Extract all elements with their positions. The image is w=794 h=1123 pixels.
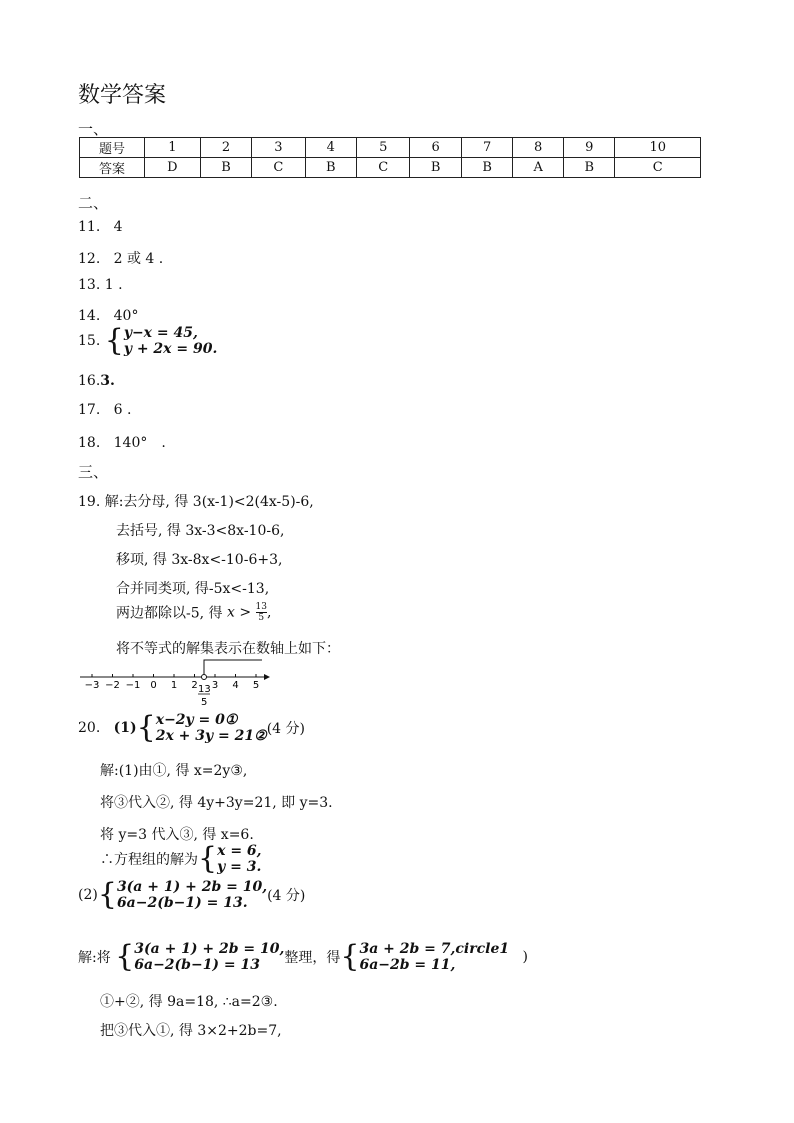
open-point-icon <box>202 675 207 680</box>
fill-item <box>78 308 138 324</box>
table-cell: B <box>563 158 614 178</box>
equation: 6a−2(b−1) = 13 <box>134 957 261 973</box>
table-cell: 7 <box>461 138 512 158</box>
question-number: 13. <box>78 277 101 293</box>
section-three-label: 三、 <box>78 463 109 481</box>
answer-text: 140° . <box>113 435 166 451</box>
axis-tick-label: −3 <box>84 680 100 691</box>
score-label: (4 分) <box>267 888 306 904</box>
q20-text: ∴方程组的解为 <box>100 852 198 868</box>
fill-item <box>78 373 115 389</box>
question-number: 14. <box>78 308 101 324</box>
brace-icon: { <box>198 841 218 876</box>
fraction <box>256 602 267 623</box>
fill-item <box>78 402 131 418</box>
equation-system <box>124 325 218 357</box>
axis-tick-label: 0 <box>150 680 157 691</box>
answer-text: 1 . <box>104 277 123 293</box>
page-title: 数学答案 <box>78 83 167 108</box>
q20-text: 整理，得 <box>284 950 341 966</box>
number-line <box>76 655 276 710</box>
q19-line: 去括号, 得 3x-3<8x-10-6, <box>116 523 285 539</box>
axis-arrow-icon <box>264 674 270 680</box>
question-number: 15. <box>78 333 101 349</box>
fraction-numerator: 13 <box>255 602 267 612</box>
q19-line: 移项, 得 3x-8x<-10-6+3, <box>116 552 283 568</box>
answer-text: 4 <box>113 219 123 235</box>
point-label-denominator: 5 <box>201 697 208 708</box>
equation: y = 3. <box>217 859 262 875</box>
q19-line <box>116 602 271 623</box>
axis-tick-label: 2 <box>191 680 198 691</box>
table-cell: 8 <box>513 138 564 158</box>
equation-system <box>217 843 261 875</box>
q19-text: , <box>266 604 272 621</box>
axis-tick-label: 3 <box>211 680 219 691</box>
table-cell: B <box>200 158 251 178</box>
equation: y−x = 45, <box>123 325 198 341</box>
answer-text: 6 . <box>113 402 132 418</box>
equation-system <box>156 712 267 744</box>
equation-system <box>117 879 267 911</box>
equation: y + 2x = 90. <box>123 341 218 357</box>
table-cell: 题号 <box>80 138 145 158</box>
equation: x = 6, <box>217 843 262 859</box>
q15 <box>78 325 217 357</box>
equation-system <box>134 941 284 973</box>
table-cell: 6 <box>410 138 461 158</box>
point-label-numerator: 13 <box>198 684 211 695</box>
table-cell: B <box>410 158 461 178</box>
answer-table <box>79 137 701 178</box>
q20-step: 将 y=3 代入③, 得 x=6. <box>100 827 254 843</box>
axis-tick-label: −1 <box>125 680 141 691</box>
table-cell: D <box>145 158 201 178</box>
q20-part1 <box>78 712 305 744</box>
table-cell: 9 <box>563 138 614 158</box>
fill-item <box>78 219 123 235</box>
q20-transform <box>78 941 528 973</box>
equation-system <box>359 941 509 973</box>
q20-step: 解:(1)由①, 得 x=2y③, <box>100 763 248 779</box>
score-label: (4 分) <box>266 721 305 737</box>
axis-tick-label: 5 <box>252 680 260 691</box>
section-two-label: 二、 <box>78 194 109 212</box>
q19-line: 将不等式的解集表示在数轴上如下： <box>116 641 340 657</box>
table-cell: C <box>615 158 701 178</box>
table-cell: 3 <box>252 138 305 158</box>
equation: x−2y = 0① <box>155 712 238 728</box>
q20-step: 把③代入①, 得 3×2+2b=7, <box>100 1023 282 1039</box>
q20-part2 <box>78 879 305 911</box>
table-cell: C <box>357 158 410 178</box>
brace-icon: { <box>97 877 117 912</box>
inequality: x > <box>227 604 252 621</box>
answer-text: 2 或 4 . <box>113 251 164 267</box>
part-label: (2) <box>78 887 98 903</box>
table-cell: 2 <box>200 138 251 158</box>
brace-icon: { <box>136 710 156 745</box>
q20-text: ) <box>522 949 528 965</box>
table-header-row <box>80 138 701 158</box>
table-cell: 5 <box>357 138 410 158</box>
equation: 3a + 2b = 7,circle1 <box>359 941 510 957</box>
brace-icon: { <box>115 939 135 974</box>
table-cell: C <box>252 158 305 178</box>
solution-bracket <box>204 660 262 677</box>
q20-step: ①+②, 得 9a=18, ∴a=2③. <box>100 994 278 1010</box>
equation: 2x + 3y = 21② <box>155 728 267 744</box>
q20-step <box>100 843 262 875</box>
equation: 6a−2(b−1) = 13. <box>116 895 248 911</box>
fill-item <box>78 277 123 293</box>
question-number: 18. <box>78 435 101 451</box>
table-cell: B <box>461 158 512 178</box>
equation: 3(a + 1) + 2b = 10, <box>134 941 285 957</box>
table-cell: A <box>513 158 564 178</box>
q19-line: 合并同类项, 得-5x<-13, <box>116 581 270 597</box>
table-cell: 1 <box>145 138 201 158</box>
fraction-denominator: 5 <box>258 613 265 623</box>
q19-line: 19. 解:去分母, 得 3(x-1)<2(4x-5)-6, <box>78 494 314 510</box>
question-number: 12. <box>78 251 101 267</box>
question-number: 20. <box>78 720 101 736</box>
axis-tick-label: 4 <box>232 680 239 691</box>
question-number: 17. <box>78 402 101 418</box>
section-one-label: 一、 <box>78 120 109 138</box>
axis-tick-label: 1 <box>170 680 178 691</box>
equation: 3(a + 1) + 2b = 10, <box>116 879 268 895</box>
fill-item <box>78 248 163 268</box>
question-number: 11. <box>78 219 101 235</box>
q19-text: 两边都除以-5, 得 <box>116 605 223 622</box>
table-answer-row <box>80 158 701 178</box>
answer-text: 3. <box>100 373 115 389</box>
q20-step: 将③代入②, 得 4y+3y=21, 即 y=3. <box>100 795 333 811</box>
q20-text: 解:将 <box>78 950 111 966</box>
equation: 6a−2b = 11, <box>359 957 456 973</box>
table-cell: B <box>305 158 356 178</box>
part-label: (1) <box>113 720 137 736</box>
question-number: 16. <box>78 373 101 389</box>
fill-item <box>78 432 166 452</box>
table-cell: 答案 <box>80 158 145 178</box>
brace-icon: { <box>340 939 360 974</box>
answer-text: 40° <box>113 308 139 324</box>
table-cell: 4 <box>305 138 356 158</box>
table-cell: 10 <box>615 138 701 158</box>
brace-icon: { <box>104 323 124 358</box>
axis-tick-label: −2 <box>105 680 120 691</box>
